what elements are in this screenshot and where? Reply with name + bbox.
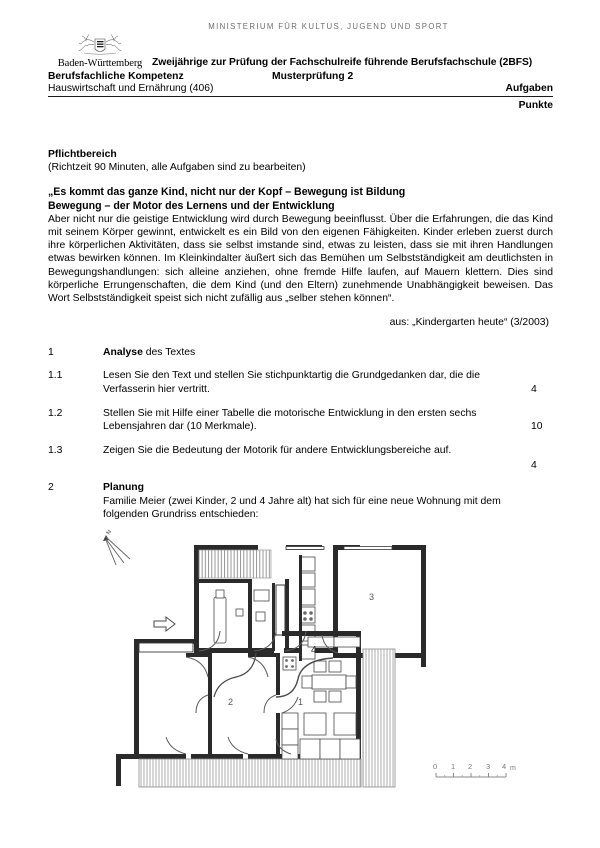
upper-terrace-hatch	[199, 550, 271, 578]
scale-tick-3: 3	[486, 762, 491, 772]
quote-heading-line2: Bewegung – der Motor des Lernens und der Entwicklung	[48, 199, 335, 212]
task-row	[48, 369, 553, 395]
room-label-2: 2	[228, 697, 234, 708]
state-label: Baden-Württemberg	[57, 58, 143, 69]
corridor-cabinet	[283, 657, 296, 670]
task-number: 1.1	[48, 370, 63, 382]
task-title-bold: Planung	[103, 482, 144, 494]
quote-heading	[48, 186, 553, 213]
header-primary-row	[48, 33, 553, 70]
quote-paragraph: Aber nicht nur die geistige Entwicklung wird durch Bewegung beeinflusst. Über die Erfahrungen, die das Kind mit seinem Körper gewinnt, entwickelt es ein Bild von den eigenen Fähigkeiten. Kinder erleben zuerst durch ihre körperlichen Aktivitäten, dass sie selbst imstande sind, etwas zu leisten, dass sie mit ihren Handlungen etwas bewirken können. Im Kleinkindalter äußert sich das Bemühen um Selbstständigkeit am deutlichsten in Bewegungshandlungen: sich alleine anziehen, ohne fremde Hilfe laufen, auf Mauern klettern. Dies sind körperliche Errungenschaften, die dem Kind (und den Eltern) zunehmende Unabhängigkeit beweisen. Das Wort Selbstständigkeit speist sich nicht zufällig aus „selber stehen können“.	[48, 214, 553, 304]
document-header	[48, 22, 553, 111]
document-body	[48, 148, 553, 802]
baden-wuerttemberg-coat-of-arms-icon	[74, 33, 126, 59]
task-number: 2	[48, 482, 54, 494]
scale-bar-icon	[433, 762, 516, 777]
terrace-hatch	[139, 759, 361, 787]
bathroom-fixtures	[214, 590, 269, 643]
subject-label: Hauswirtschaft und Ernährung (406)	[48, 83, 214, 94]
page-content	[48, 22, 553, 802]
task-text-block	[103, 481, 553, 521]
entrance-arrow-icon	[154, 617, 175, 631]
header-competence-row	[48, 71, 553, 82]
task-text: Zeigen Sie die Bedeutung der Motorik für andere Entwicklungsbereiche auf.	[103, 445, 452, 457]
task-row	[48, 346, 553, 359]
floorplan-drawing	[86, 527, 526, 802]
task-row	[48, 407, 553, 433]
task-number: 1.2	[48, 407, 63, 419]
points-column-label: Punkte	[518, 100, 553, 111]
task-title-bold: Analyse	[103, 347, 143, 359]
room-label-3: 3	[369, 592, 375, 603]
quote-heading-line1: „Es kommt das ganze Kind, nicht nur der Kopf – Bewegung ist Bildung	[48, 186, 406, 199]
scale-tick-4: 4	[502, 762, 507, 772]
balcony-hatch	[363, 649, 395, 787]
competence-label: Berufsfachliche Kompetenz	[48, 71, 184, 82]
header-divider	[48, 96, 553, 97]
task-row	[48, 444, 553, 472]
task-points: 4	[531, 460, 537, 472]
school-type-title: Zweijährige zur Prüfung der Fachschulreife führende Berufsfachschule (2BFS)	[152, 57, 533, 68]
state-emblem-block	[48, 33, 152, 70]
task-text: Stellen Sie mit Hilfe einer Tabelle die motorische Entwicklung in den ersten sechs Lebensjahren dar (10 Merkmale).	[103, 407, 477, 432]
task-points: 10	[531, 421, 543, 432]
task-points: 4	[531, 383, 537, 395]
tasks-column-label: Aufgaben	[505, 83, 553, 94]
section-note: (Richtzeit 90 Minuten, alle Aufgaben sind zu bearbeiten)	[48, 162, 306, 174]
exam-name-label: Musterprüfung 2	[272, 71, 354, 82]
scale-unit: m	[510, 765, 516, 773]
ministry-title: MINISTERIUM FÜR KULTUS, JUGEND UND SPORT	[208, 22, 449, 31]
task-number: 1	[48, 347, 54, 359]
scale-tick-2: 2	[468, 762, 473, 772]
wardrobe	[276, 585, 285, 635]
north-arrow-icon	[103, 529, 130, 565]
task-number: 1.3	[48, 445, 63, 457]
task-row	[48, 481, 553, 521]
room-label-1: 1	[298, 697, 304, 708]
north-label: N	[105, 529, 114, 537]
floorplan-figure	[86, 527, 526, 802]
task-text: Familie Meier (zwei Kinder, 2 und 4 Jahre alt) hat sich für eine neue Wohnung mit dem folgenden Grundriss entschieden:	[103, 495, 501, 520]
scale-tick-1: 1	[451, 762, 456, 772]
section-title: Pflichtbereich	[48, 149, 117, 160]
task-list	[48, 346, 553, 521]
window-left	[139, 643, 193, 652]
scale-tick-0: 0	[433, 762, 438, 772]
quote-source: aus: „Kindergarten heute“ (3/2003)	[389, 317, 549, 329]
task-title-rest: des Textes	[142, 347, 196, 359]
task-title	[103, 346, 553, 359]
task-text: Lesen Sie den Text und stellen Sie stichpunktartig die Grundgedanken dar, die die Verfasserin hier vertritt.	[103, 370, 481, 395]
room-label-4-visible: 4	[311, 645, 317, 657]
header-subject-row	[48, 83, 553, 94]
